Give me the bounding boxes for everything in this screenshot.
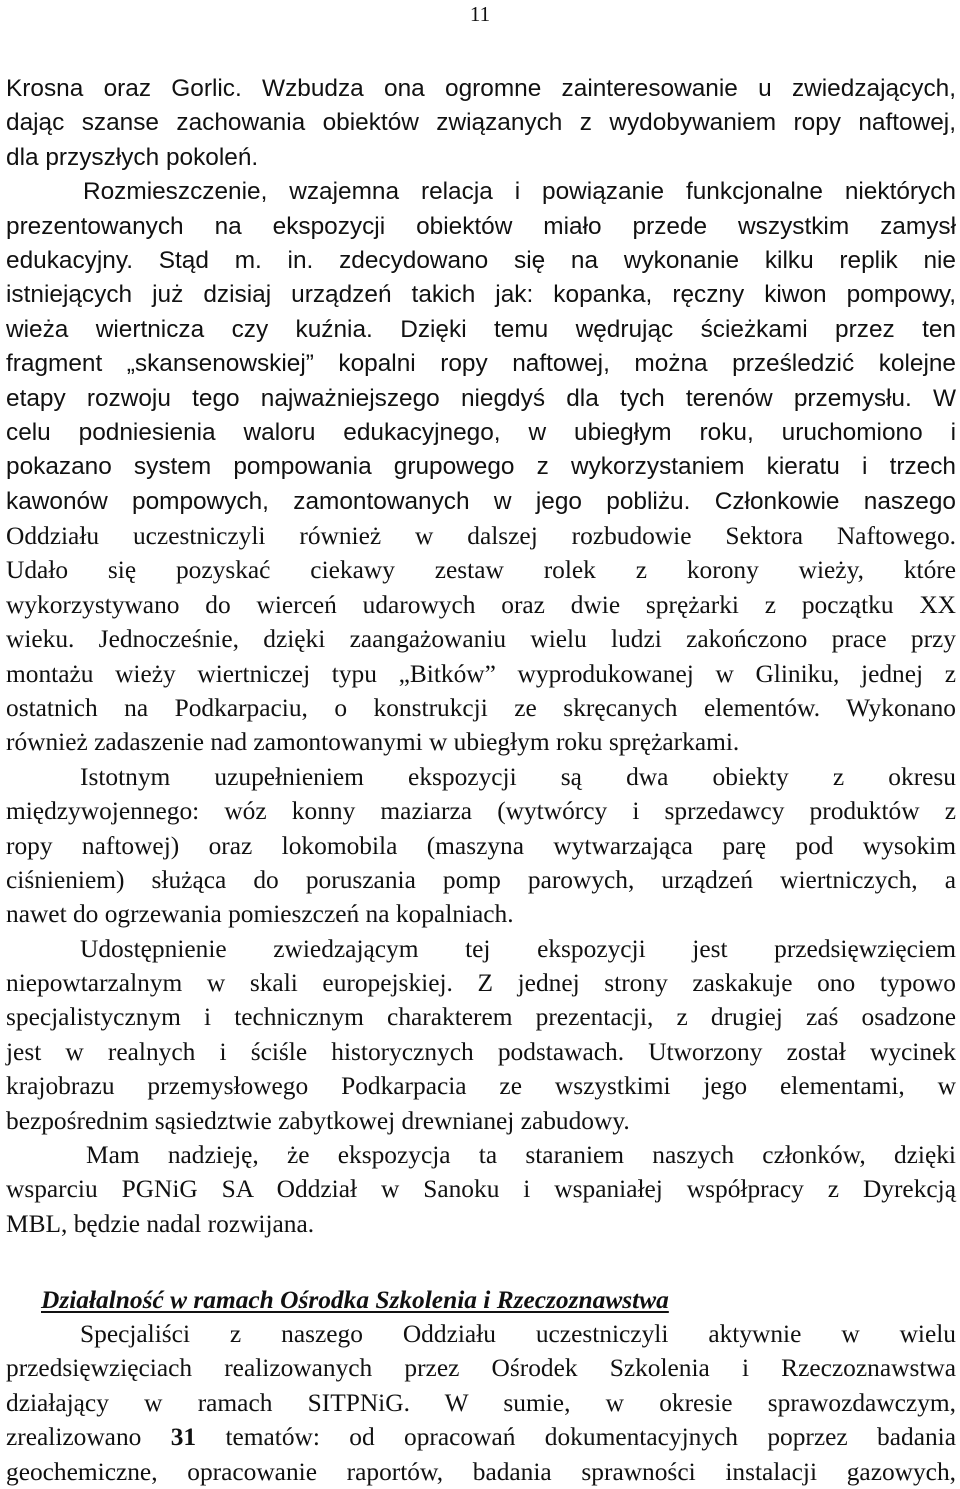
text-line: ciśnieniem) służąca do poruszania pomp parowych, urządzeń wiertniczych, a <box>6 865 956 894</box>
text-line: wsparciu PGNiG SA Oddział w Sanoku i wspaniałej współpracy z Dyrekcją <box>6 1175 956 1204</box>
topic-count: 31 <box>170 1423 197 1452</box>
text-line: dla przyszłych pokoleń. <box>6 143 259 171</box>
text-line: nawet do ogrzewania pomieszczeń na kopalniach. <box>6 900 514 929</box>
text-line: jest w realnych i ściśle historycznych podstawach. Utworzony został wycinek <box>6 1037 956 1066</box>
text-line: ropy naftowej) oraz lokomobila (maszyna wytwarzająca parę pod wysokim <box>6 831 956 860</box>
text-line: krajobrazu przemysłowego Podkarpacia ze wszystkimi jego elementami, w <box>6 1072 956 1101</box>
text-line: istniejących już dzisiaj urządzeń takich jak: kopanka, ręczny kiwon pompowy, <box>6 281 956 309</box>
text-line: wieku. Jednocześnie, dzięki zaangażowaniu wielu ludzi zakończono prace przy <box>6 625 956 654</box>
text-line: Specjaliści z naszego Oddziału uczestniczyli aktywnie w wielu <box>80 1320 956 1348</box>
text-line: prezentowanych na ekspozycji obiektów miało przede wszystkim zamysł <box>6 212 956 240</box>
text-line: Istotnym uzupełnieniem ekspozycji są dwa obiekty z okresu <box>80 762 956 791</box>
text-line: dając szanse zachowania obiektów związanych z wydobywaniem ropy naftowej, <box>6 109 956 137</box>
text-line: MBL, będzie nadal rozwijana. <box>6 1209 315 1238</box>
text-line: geochemiczne, opracowanie raportów, badania sprawności instalacji gazowych, <box>6 1457 956 1486</box>
text-line: specjalistycznym i technicznym charakterem prezentacji, z drugiej zaś osadzone <box>6 1003 956 1032</box>
text-line: celu podniesienia waloru edukacyjnego, w ubiegłym roku, uruchomiono i <box>6 418 956 446</box>
text-line: bezpośrednim sąsiedztwie zabytkowej drewnianej zabudowy. <box>6 1106 630 1135</box>
text-line: edukacyjny. Stąd m. in. zdecydowano się na wykonanie kilku replik nie <box>6 246 956 274</box>
text-line: Mam nadzieję, że ekspozycja ta staraniem naszych członków, dzięki <box>86 1141 956 1170</box>
section-heading: Działalność w ramach Ośrodka Szkolenia i Rzeczoznawstwa <box>41 1286 669 1314</box>
text-line: Krosna oraz Gorlic. Wzbudza ona ogromne zainteresowanie u zwiedzających, <box>6 75 956 102</box>
text-line: niepowtarzalnym w skali europejskiej. Z jednej strony zaskakuje ono typowo <box>6 969 956 998</box>
text-line: wieża wiertnicza czy kuźnia. Dzięki temu wędrując ścieżkami przez ten <box>6 315 956 343</box>
text-line: międzywojennego: wóz konny maziarza (wytwórcy i sprzedawcy produktów z <box>6 797 956 826</box>
text-line: wykorzystywano do wierceń udarowych oraz dwie sprężarki z początku XX <box>6 590 956 619</box>
text-fragment: tematów: od opracowań dokumentacyjnych poprzez badania <box>196 1423 956 1452</box>
section-paragraph <box>6 1317 956 1489</box>
text-line: ostatnich na Podkarpaciu, o konstrukcji ze skręcanych elementów. Wykonano <box>6 693 956 722</box>
text-line: montażu wieży wiertniczej typu „Bitków” wyprodukowanej w Gliniku, jednej z <box>6 659 956 688</box>
body-paragraph-sans <box>6 72 956 519</box>
text-line: kawonów pompowych, zamontowanych w jego pobliżu. Członkowie naszego <box>6 487 956 515</box>
text-line: Oddziału uczestniczyli również w dalszej rozbudowie Sektora Naftowego. <box>6 522 956 550</box>
text-line: Rozmieszczenie, wzajemna relacja i powiązanie funkcjonalne niektórych <box>83 178 956 206</box>
body-paragraph-serif <box>6 519 956 1241</box>
text-line: pokazano system pompowania grupowego z wykorzystaniem kieratu i trzech <box>6 453 956 481</box>
page-number: 11 <box>469 2 491 26</box>
text-line: fragment „skansenowskiej” kopalni ropy naftowej, można prześledzić kolejne <box>6 350 956 378</box>
text-line-with-number <box>6 1420 956 1454</box>
text-line: również zadaszenie nad zamontowanymi w ubiegłym roku sprężarkami. <box>6 728 740 757</box>
text-line: przedsięwzięciach realizowanych przez Ośrodek Szkolenia i Rzeczoznawstwa <box>6 1354 956 1383</box>
text-fragment: zrealizowano <box>6 1423 171 1452</box>
text-line: etapy rozwoju tego najważniejszego niegdyś dla tych terenów przemysłu. W <box>6 384 956 412</box>
text-line: działający w ramach SITPNiG. W sumie, w okresie sprawozdawczym, <box>6 1388 956 1417</box>
text-line: Udało się pozyskać ciekawy zestaw rolek z korony wieży, które <box>6 556 956 585</box>
text-line: Udostępnienie zwiedzającym tej ekspozycji jest przedsięwzięciem <box>80 934 956 963</box>
